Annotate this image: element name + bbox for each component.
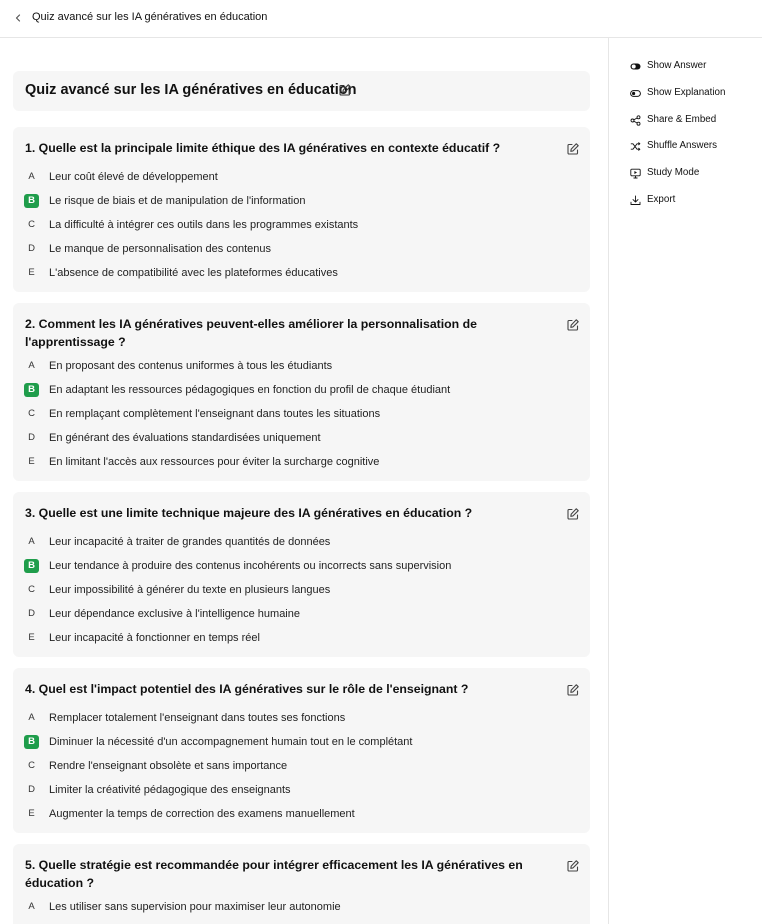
option-text: Leur dépendance exclusive à l'intelligence humaine [49,608,300,620]
answer-option[interactable] [24,406,564,422]
question-card [13,844,590,924]
question-text: 3. Quelle est une limite technique majeure des IA génératives en éducation ? [25,506,473,520]
correct-answer-badge: B [24,383,39,397]
option-letter: A [28,901,35,912]
option-text: Augmenter la temps de correction des examens manuellement [49,808,355,820]
question-text: 1. Quelle est la principale limite éthique des IA génératives en contexte éducatif ? [25,141,501,155]
quiz-content [0,38,608,924]
option-text: En proposant des contenus uniformes à tous les étudiants [49,360,333,372]
option-letter: A [28,171,35,182]
question-text: 4. Quel est l'impact potentiel des IA génératives sur le rôle de l'enseignant ? [25,682,469,696]
study-mode-label: Study Mode [647,167,700,178]
option-letter: C [28,760,35,771]
quiz-title: Quiz avancé sur les IA génératives en éducation [25,82,357,98]
presentation-icon [630,168,641,179]
shuffle-answers-button[interactable] [630,139,755,155]
answer-option[interactable] [24,217,564,233]
correct-answer-badge: B [24,559,39,573]
answer-option[interactable] [24,582,564,598]
show-explanation-toggle[interactable] [630,86,755,102]
answer-option-correct[interactable] [24,382,564,398]
edit-question-icon[interactable] [566,142,580,156]
toggle-icon [630,88,641,99]
option-text: En remplaçant complètement l'enseignant dans toutes les situations [49,408,381,420]
edit-question-icon[interactable] [566,683,580,697]
download-icon [630,195,641,206]
study-mode-button[interactable] [630,166,755,182]
answer-option[interactable] [24,806,564,822]
correct-answer-badge: B [24,735,39,749]
correct-answer-badge: B [24,194,39,208]
top-bar [0,0,762,38]
question-text: 5. Quelle stratégie est recommandée pour intégrer efficacement les IA génératives en éducation ? [25,858,523,890]
answer-option[interactable] [24,710,564,726]
share-embed-button[interactable] [630,113,755,129]
edit-question-icon[interactable] [566,318,580,332]
show-answer-toggle[interactable] [630,59,755,75]
answer-option[interactable] [24,265,564,281]
option-text: Le risque de biais et de manipulation de l'information [49,195,306,207]
answer-option[interactable] [24,454,564,470]
option-letter: E [28,808,35,819]
answer-option[interactable] [24,782,564,798]
answer-option[interactable] [24,241,564,257]
option-text: Leur tendance à produire des contenus incohérents ou incorrects sans supervision [49,560,452,572]
option-text: Les utiliser sans supervision pour maximiser leur autonomie [49,901,341,913]
answer-option[interactable] [24,899,564,915]
answer-option-correct[interactable] [24,558,564,574]
option-letter: D [28,784,35,795]
sidebar [608,38,762,924]
show-answer-label: Show Answer [647,60,707,71]
option-letter: A [28,360,35,371]
answer-option[interactable] [24,358,564,374]
chevron-left-icon[interactable] [12,12,24,24]
option-letter: E [28,267,35,278]
answer-option[interactable] [24,430,564,446]
quiz-title-card [13,71,590,111]
option-letter: E [28,456,35,467]
option-text: En limitant l'accès aux ressources pour éviter la surcharge cognitive [49,456,380,468]
option-text: Limiter la créativité pédagogique des enseignants [49,784,291,796]
option-letter: C [28,408,35,419]
answer-option-correct[interactable] [24,193,564,209]
edit-title-icon[interactable] [338,83,352,97]
page-title: Quiz avancé sur les IA génératives en éducation [32,11,268,23]
option-text: Diminuer la nécessité d'un accompagnement humain tout en le complétant [49,736,413,748]
answer-option[interactable] [24,758,564,774]
option-text: Leur impossibilité à générer du texte en plusieurs langues [49,584,331,596]
share-icon [630,115,641,126]
option-text: Leur coût élevé de développement [49,171,218,183]
option-text: En adaptant les ressources pédagogiques en fonction du profil de chaque étudiant [49,384,451,396]
option-text: Leur incapacité à fonctionner en temps réel [49,632,260,644]
option-letter: E [28,632,35,643]
option-letter: C [28,219,35,230]
question-text: 2. Comment les IA génératives peuvent-elles améliorer la personnalisation de l'apprentissage ? [25,317,477,349]
option-letter: A [28,536,35,547]
answer-option-correct[interactable] [24,734,564,750]
option-letter: D [28,608,35,619]
share-embed-label: Share & Embed [647,114,717,125]
option-text: La difficulté à intégrer ces outils dans les programmes existants [49,219,359,231]
answer-option[interactable] [24,534,564,550]
edit-question-icon[interactable] [566,507,580,521]
option-text: Leur incapacité à traiter de grandes quantités de données [49,536,331,548]
option-letter: D [28,432,35,443]
answer-option[interactable] [24,630,564,646]
question-card [13,668,590,833]
export-button[interactable] [630,193,755,209]
show-explanation-label: Show Explanation [647,87,726,98]
question-card [13,127,590,292]
answer-option[interactable] [24,169,564,185]
option-text: En générant des évaluations standardisées uniquement [49,432,321,444]
option-letter: C [28,584,35,595]
shuffle-answers-label: Shuffle Answers [647,140,718,151]
question-card [13,303,590,481]
answer-option[interactable] [24,606,564,622]
option-text: L'absence de compatibilité avec les plateformes éducatives [49,267,338,279]
export-label: Export [647,194,676,205]
option-letter: D [28,243,35,254]
question-card [13,492,590,657]
shuffle-icon [630,141,641,152]
option-text: Le manque de personnalisation des contenus [49,243,271,255]
toggle-icon [630,61,641,72]
option-letter: A [28,712,35,723]
option-text: Rendre l'enseignant obsolète et sans importance [49,760,288,772]
option-text: Remplacer totalement l'enseignant dans toutes ses fonctions [49,712,346,724]
edit-question-icon[interactable] [566,859,580,873]
